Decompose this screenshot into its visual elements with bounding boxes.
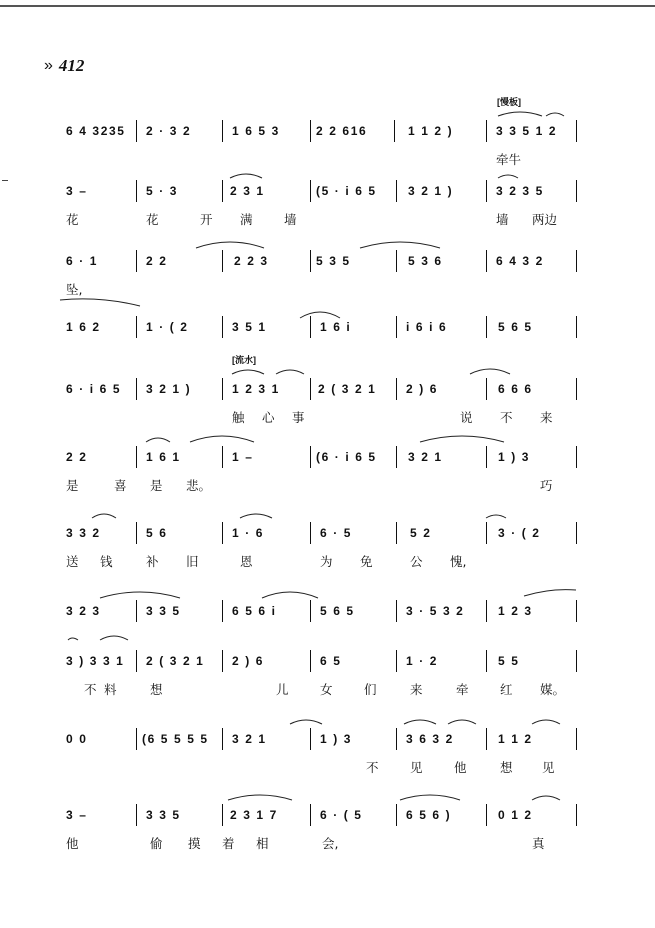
measure: 6 6 6 (498, 382, 533, 396)
slur (524, 590, 576, 596)
slur (498, 112, 542, 116)
notation-line (0, 600, 655, 624)
bar-line (486, 522, 487, 544)
measure: 2 ) 6 (406, 382, 439, 396)
notation-line (0, 728, 655, 752)
measure: 1 6 i (320, 320, 352, 334)
measure: 5 · 3 (146, 184, 179, 198)
page-number: 412 (58, 56, 85, 75)
score-row (0, 316, 655, 376)
lyric: 们 (364, 682, 377, 697)
lyric: 他 (454, 760, 467, 775)
measure: 6 5 (320, 654, 342, 668)
measure: 3 3 5 (146, 604, 181, 618)
slur (486, 515, 506, 518)
measure: 6 · 1 (66, 254, 99, 268)
measure: 1 ) 3 (498, 450, 531, 464)
bar-line (310, 728, 311, 750)
tempo-marking: [流水] (232, 355, 256, 365)
bar-line (486, 250, 487, 272)
bar-line (136, 378, 137, 400)
measure: 3 · 5 3 2 (406, 604, 465, 618)
measure: 1 2 3 (498, 604, 533, 618)
measure: 2 · 3 2 (146, 124, 192, 138)
bar-line (396, 446, 397, 468)
measure: 1 1 2 (498, 732, 533, 746)
lyric: 红 (500, 682, 513, 697)
bar-line (394, 120, 395, 142)
bar-line (486, 120, 487, 142)
bar-line (310, 522, 311, 544)
lyric: 料 (104, 682, 117, 697)
bar-line (310, 180, 311, 202)
bar-line (136, 522, 137, 544)
slur (290, 720, 322, 724)
bar-line (486, 728, 487, 750)
slur (196, 242, 264, 248)
lyric: 儿 (276, 682, 289, 697)
bar-line (576, 446, 577, 468)
bar-line (576, 250, 577, 272)
measure: 1 1 2 ) (408, 124, 454, 138)
slur (146, 438, 170, 442)
bar-line (576, 180, 577, 202)
measure: 2 ) 6 (232, 654, 265, 668)
slur (92, 514, 116, 518)
notation-line (0, 120, 655, 144)
slur (262, 592, 318, 598)
measure: 3 3 2 (66, 526, 101, 540)
bar-line (486, 446, 487, 468)
bar-line (136, 316, 137, 338)
lyric: 牵 (456, 682, 469, 697)
bar-line (486, 316, 487, 338)
slur (404, 720, 436, 724)
bar-line (310, 446, 311, 468)
slur (546, 113, 564, 116)
bar-line (310, 804, 311, 826)
measure: (6 5 5 5 5 (142, 732, 209, 746)
lyric: 开 (200, 212, 213, 227)
slur (360, 242, 440, 248)
bar-line (310, 600, 311, 622)
lyric: 相 (256, 836, 269, 851)
bar-line (576, 522, 577, 544)
lyric: 女 (320, 682, 333, 697)
bar-line (222, 600, 223, 622)
lyric: 墙 (284, 212, 297, 227)
lyric: 想 (150, 682, 163, 697)
bar-line (576, 316, 577, 338)
measure: 2 2 (146, 254, 168, 268)
measure: 1 · 2 (406, 654, 439, 668)
score-row (0, 250, 655, 310)
lyric: 墙 (496, 212, 509, 227)
lyric: 喜 (114, 478, 127, 493)
slur (532, 796, 560, 800)
bar-line (310, 250, 311, 272)
bar-line (310, 378, 311, 400)
measure: 3 – (66, 808, 88, 822)
bar-line (396, 650, 397, 672)
bar-line (576, 728, 577, 750)
bar-line (136, 180, 137, 202)
measure: 2 ( 3 2 1 (318, 382, 377, 396)
slur (240, 514, 272, 518)
bar-line (486, 804, 487, 826)
measure: 2 2 616 (316, 124, 368, 138)
bar-line (576, 378, 577, 400)
lyric: 偷 (150, 836, 163, 851)
measure: 0 1 2 (498, 808, 533, 822)
measure: 2 2 (66, 450, 88, 464)
bar-line (486, 600, 487, 622)
lyric: 公 (410, 554, 423, 569)
lyric: 坠, (66, 282, 83, 297)
lyric: 不 (500, 410, 513, 425)
double-chevron-icon: » (44, 57, 53, 74)
bar-line (136, 250, 137, 272)
measure: 3 2 3 5 (496, 184, 544, 198)
bar-line (576, 600, 577, 622)
lyric: 不 (366, 760, 379, 775)
lyric: 花 (66, 212, 79, 227)
notation-line (0, 316, 655, 340)
measure: 1 6 5 3 (232, 124, 280, 138)
lyric: 来 (410, 682, 423, 697)
bar-line (222, 446, 223, 468)
measure: 0 0 (66, 732, 88, 746)
measure: 5 6 5 (320, 604, 355, 618)
lyric: 摸 (188, 836, 201, 851)
bar-line (576, 120, 577, 142)
bar-line (136, 600, 137, 622)
measure: 5 5 (498, 654, 520, 668)
bar-line (396, 522, 397, 544)
bar-line (486, 650, 487, 672)
measure: 1 · 6 (232, 526, 265, 540)
slur (400, 795, 460, 800)
bar-line (222, 522, 223, 544)
bar-line (576, 804, 577, 826)
measure: 1 · ( 2 (146, 320, 189, 334)
lyric: 他 (66, 836, 79, 851)
score-row (0, 355, 655, 438)
slur (448, 720, 476, 724)
lyric: 巧 (540, 478, 553, 493)
bar-line (222, 650, 223, 672)
bar-line (396, 728, 397, 750)
bar-line (222, 728, 223, 750)
measure: 2 ( 3 2 1 (146, 654, 205, 668)
measure: 6 · 5 (320, 526, 353, 540)
measure: 6 4 3235 (66, 124, 126, 138)
lyric: 是 (150, 478, 163, 493)
notation-line (0, 650, 655, 674)
page-header (44, 56, 84, 76)
measure: 3 · ( 2 (498, 526, 541, 540)
bar-line (396, 600, 397, 622)
bar-line (136, 120, 137, 142)
score-row (0, 650, 655, 710)
bar-line (136, 650, 137, 672)
bar-line (396, 316, 397, 338)
measure: 2 3 1 7 (230, 808, 278, 822)
measure: 5 6 (146, 526, 168, 540)
lyric: 愧, (450, 554, 467, 569)
measure: 1 2 3 1 (232, 382, 280, 396)
lyric: 两边 (532, 212, 558, 227)
lyric: 见 (410, 760, 423, 775)
measure: 3 2 1 ) (408, 184, 454, 198)
measure: 6 5 6 i (232, 604, 277, 618)
lyric: 免 (360, 554, 373, 569)
bar-line (222, 250, 223, 272)
lyric: 旧 (186, 554, 199, 569)
measure: 6 4 3 2 (496, 254, 544, 268)
score-row (0, 180, 655, 240)
measure: 6 · ( 5 (320, 808, 363, 822)
lyric: 恩 (240, 554, 253, 569)
lyric: 满 (240, 212, 253, 227)
bar-line (310, 316, 311, 338)
measure: 3 3 5 1 2 (496, 124, 558, 138)
bar-line (136, 446, 137, 468)
lyric: 来 (540, 410, 553, 425)
measure: 2 2 3 (234, 254, 269, 268)
lyric: 着 (222, 836, 235, 851)
lyric: 牵牛 (496, 152, 522, 167)
measure: 5 2 (410, 526, 432, 540)
score-row (0, 804, 655, 864)
bar-line (222, 804, 223, 826)
lyric: 为 (320, 554, 333, 569)
measure: 3 – (66, 184, 88, 198)
bar-line (486, 378, 487, 400)
measure: 3 2 1 (408, 450, 443, 464)
measure: 5 6 5 (498, 320, 533, 334)
measure: 6 · i 6 5 (66, 382, 122, 396)
bar-line (136, 804, 137, 826)
measure: 3 2 1 ) (146, 382, 192, 396)
bar-line (222, 180, 223, 202)
top-rule (0, 5, 655, 7)
measure: 3 6 3 2 (406, 732, 454, 746)
lyric: 悲。 (186, 478, 212, 493)
notation-line (0, 378, 655, 402)
bar-line (136, 728, 137, 750)
measure: 1 6 1 (146, 450, 181, 464)
measure: 5 3 6 (408, 254, 443, 268)
measure: 3 2 3 (66, 604, 101, 618)
lyric: 想 (500, 760, 513, 775)
slur (532, 720, 560, 724)
notation-line (0, 250, 655, 274)
lyric: 会, (322, 836, 339, 851)
bar-line (576, 650, 577, 672)
measure: 1 ) 3 (320, 732, 353, 746)
lyric: 媒。 (540, 682, 566, 697)
measure: 1 – (232, 450, 254, 464)
lyric: 花 (146, 212, 159, 227)
lyric: 真 (532, 836, 545, 851)
bar-line (222, 316, 223, 338)
lyric: 不 (84, 682, 97, 697)
measure: 6 5 6 ) (406, 808, 452, 822)
bar-line (396, 378, 397, 400)
bar-line (222, 378, 223, 400)
bar-line (310, 120, 311, 142)
measure: 2 3 1 (230, 184, 265, 198)
lyric: 送 (66, 554, 79, 569)
slur (100, 592, 180, 598)
lyric: 钱 (100, 554, 113, 569)
notation-line (0, 180, 655, 204)
measure: (5 · i 6 5 (316, 184, 377, 198)
lyric: 触 (232, 410, 245, 425)
lyric: 见 (542, 760, 555, 775)
measure: 3 5 1 (232, 320, 267, 334)
bar-line (396, 250, 397, 272)
lyric: 补 (146, 554, 159, 569)
bar-line (396, 804, 397, 826)
notation-line (0, 446, 655, 470)
tempo-marking: [慢板] (497, 97, 521, 107)
score-row (0, 522, 655, 582)
bar-line (486, 180, 487, 202)
measure: 3 3 5 (146, 808, 181, 822)
bar-line (222, 120, 223, 142)
notation-line (0, 522, 655, 546)
measure: 3 2 1 (232, 732, 267, 746)
lyric: 事 (292, 410, 305, 425)
notation-line (0, 804, 655, 828)
score-row (0, 97, 655, 180)
measure: 1 6 2 (66, 320, 101, 334)
measure: i 6 i 6 (406, 320, 448, 334)
slur (228, 795, 292, 800)
lyric: 是 (66, 478, 79, 493)
score-row (0, 446, 655, 506)
lyric: 心 (262, 410, 275, 425)
bar-line (310, 650, 311, 672)
bar-line (396, 180, 397, 202)
score-row (0, 728, 655, 788)
measure: 5 3 5 (316, 254, 351, 268)
lyric: 说 (460, 410, 473, 425)
measure: (6 · i 6 5 (316, 450, 377, 464)
measure: 3 ) 3 3 1 (66, 654, 125, 668)
